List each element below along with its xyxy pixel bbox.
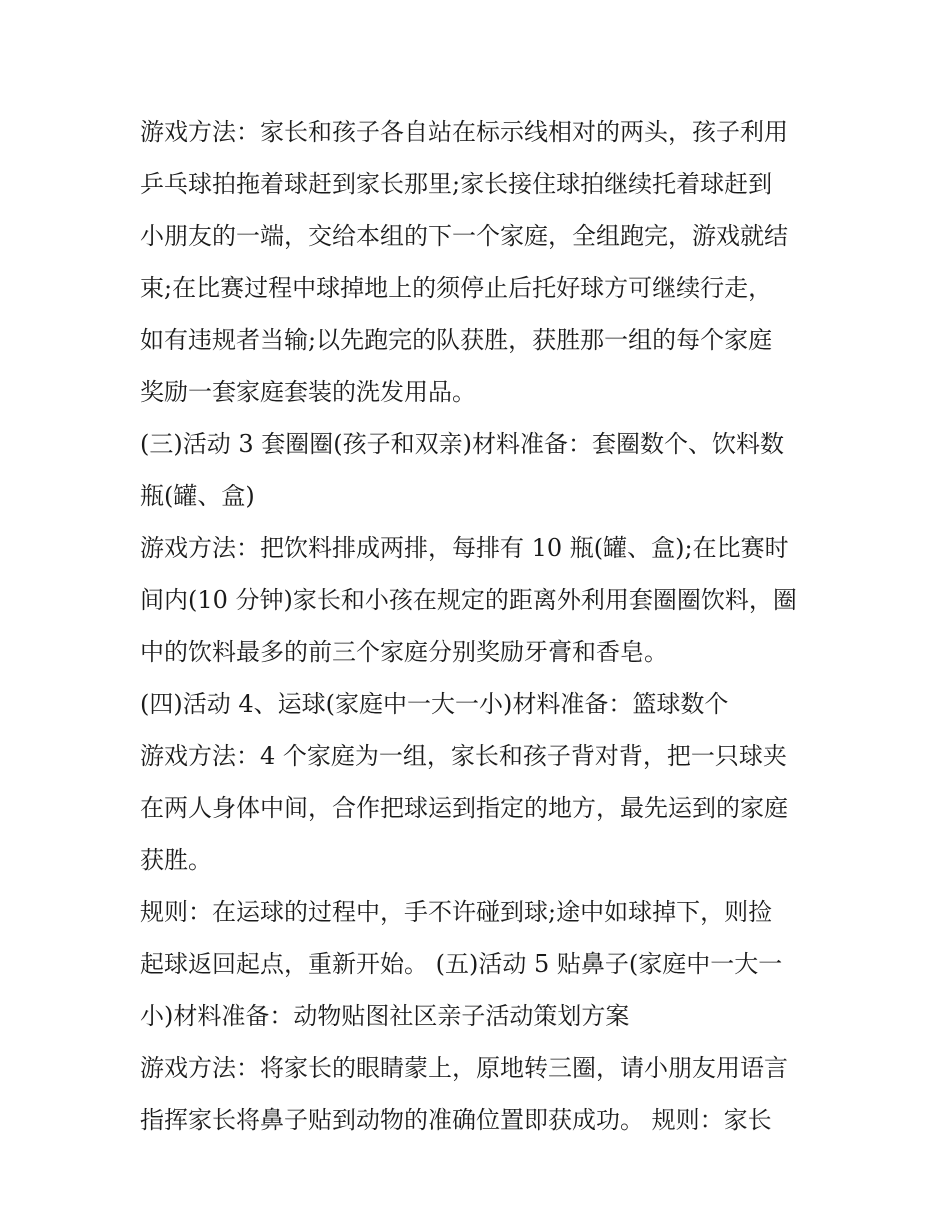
text-line: 奖励一套家庭套装的洗发用品。 bbox=[140, 378, 476, 406]
text-line: 小朋友的一端，交给本组的下一个家庭，全组跑完，游戏就结 bbox=[140, 222, 788, 250]
text-line: 乒乓球拍拖着球赶到家长那里;家长接住球拍继续托着球赶到 bbox=[140, 170, 773, 198]
text-line: 起球返回起点，重新开始。 (五)活动 5 贴鼻子(家庭中一大一 bbox=[140, 950, 783, 978]
text-line: 如有违规者当输;以先跑完的队获胜，获胜那一组的每个家庭 bbox=[140, 326, 773, 354]
text-line: 瓶(罐、盒) bbox=[140, 482, 255, 510]
text-line: 获胜。 bbox=[140, 846, 212, 874]
section-heading-line: (三)活动 3 套圈圈(孩子和双亲)材料准备：套圈数个、饮料数 bbox=[140, 430, 784, 458]
text-line: 游戏方法：家长和孩子各自站在标示线相对的两头，孩子利用 bbox=[140, 118, 788, 146]
document-body bbox=[140, 106, 820, 1146]
text-line: 中的饮料最多的前三个家庭分别奖励牙膏和香皂。 bbox=[140, 638, 668, 666]
text-line: 间内(10 分钟)家长和小孩在规定的距离外利用套圈圈饮料，圈 bbox=[140, 586, 797, 614]
text-line: 游戏方法：将家长的眼睛蒙上，原地转三圈，请小朋友用语言 bbox=[140, 1054, 788, 1082]
text-line: 小)材料准备：动物贴图社区亲子活动策划方案 bbox=[140, 1002, 630, 1030]
text-line: 游戏方法：4 个家庭为一组，家长和孩子背对背，把一只球夹 bbox=[140, 742, 787, 770]
section-heading-line: (四)活动 4、运球(家庭中一大一小)材料准备：篮球数个 bbox=[140, 690, 729, 718]
text-line: 游戏方法：把饮料排成两排，每排有 10 瓶(罐、盒);在比赛时 bbox=[140, 534, 789, 562]
text-line: 束;在比赛过程中球掉地上的须停止后托好球方可继续行走， bbox=[140, 274, 773, 302]
text-line: 在两人身体中间，合作把球运到指定的地方，最先运到的家庭 bbox=[140, 794, 788, 822]
text-line: 指挥家长将鼻子贴到动物的准确位置即获成功。 规则：家长 bbox=[140, 1106, 772, 1134]
text-line: 规则：在运球的过程中，手不许碰到球;途中如球掉下，则捡 bbox=[140, 898, 773, 926]
